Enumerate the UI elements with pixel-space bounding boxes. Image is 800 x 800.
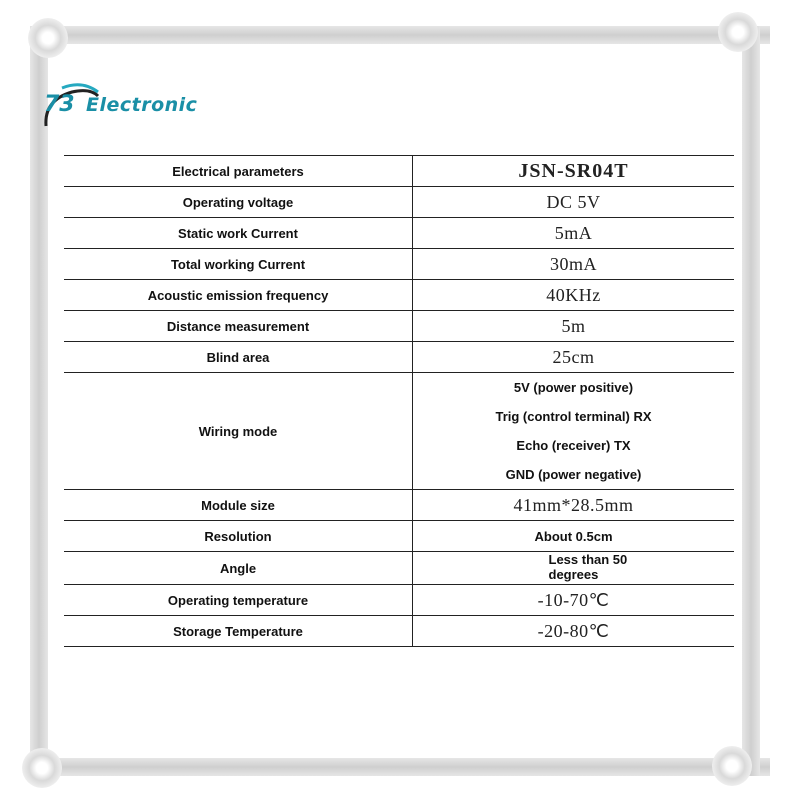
row-value-cell <box>413 552 735 585</box>
row-label: Module size <box>64 490 413 521</box>
row-value: 5mA <box>413 218 735 249</box>
row-value: 25cm <box>413 342 735 373</box>
row-label: Acoustic emission frequency <box>64 280 413 311</box>
corner-flower-icon <box>712 746 752 786</box>
table-row <box>64 342 734 373</box>
frame-top-border <box>30 26 770 44</box>
row-label: Operating temperature <box>64 585 413 616</box>
row-label: Static work Current <box>64 218 413 249</box>
corner-flower-icon <box>22 748 62 788</box>
corner-flower-icon <box>28 18 68 58</box>
row-value: JSN-SR04T <box>413 156 735 187</box>
table-row <box>64 280 734 311</box>
row-value: -10-70℃ <box>413 585 735 616</box>
row-value: -20-80℃ <box>413 616 735 647</box>
table-row <box>64 373 734 490</box>
table-row <box>64 490 734 521</box>
row-value: 5m <box>413 311 735 342</box>
row-value: Less than 50 degrees <box>548 552 628 582</box>
table-row <box>64 552 734 585</box>
row-label: Angle <box>64 552 413 585</box>
table-row <box>64 585 734 616</box>
table-row <box>64 156 734 187</box>
table-row <box>64 521 734 552</box>
table-row <box>64 249 734 280</box>
corner-flower-icon <box>718 12 758 52</box>
wiring-list <box>413 373 735 490</box>
row-value: About 0.5cm <box>413 521 735 552</box>
row-label: Wiring mode <box>64 373 413 490</box>
row-label: Storage Temperature <box>64 616 413 647</box>
spec-table <box>64 155 734 647</box>
logo-name: Electronic <box>86 94 198 116</box>
brand-logo <box>42 82 222 132</box>
table-row <box>64 616 734 647</box>
row-label: Blind area <box>64 342 413 373</box>
table-row <box>64 311 734 342</box>
frame-left-border <box>30 26 48 776</box>
wiring-item: GND (power negative) <box>505 467 642 482</box>
wiring-item: 5V (power positive) <box>513 380 634 395</box>
row-value: DC 5V <box>413 187 735 218</box>
row-value: 30mA <box>413 249 735 280</box>
wiring-item: Trig (control terminal) RX <box>495 409 652 424</box>
frame-bottom-border <box>30 758 770 776</box>
table-row <box>64 187 734 218</box>
row-label: Distance measurement <box>64 311 413 342</box>
row-label: Resolution <box>64 521 413 552</box>
wiring-item: Echo (receiver) TX <box>516 438 631 453</box>
row-label: Electrical parameters <box>64 156 413 187</box>
row-value: 41mm*28.5mm <box>413 490 735 521</box>
row-value: 40KHz <box>413 280 735 311</box>
frame-right-border <box>742 26 760 776</box>
table-row <box>64 218 734 249</box>
row-label: Operating voltage <box>64 187 413 218</box>
logo-number: 73 <box>44 92 75 117</box>
row-label: Total working Current <box>64 249 413 280</box>
